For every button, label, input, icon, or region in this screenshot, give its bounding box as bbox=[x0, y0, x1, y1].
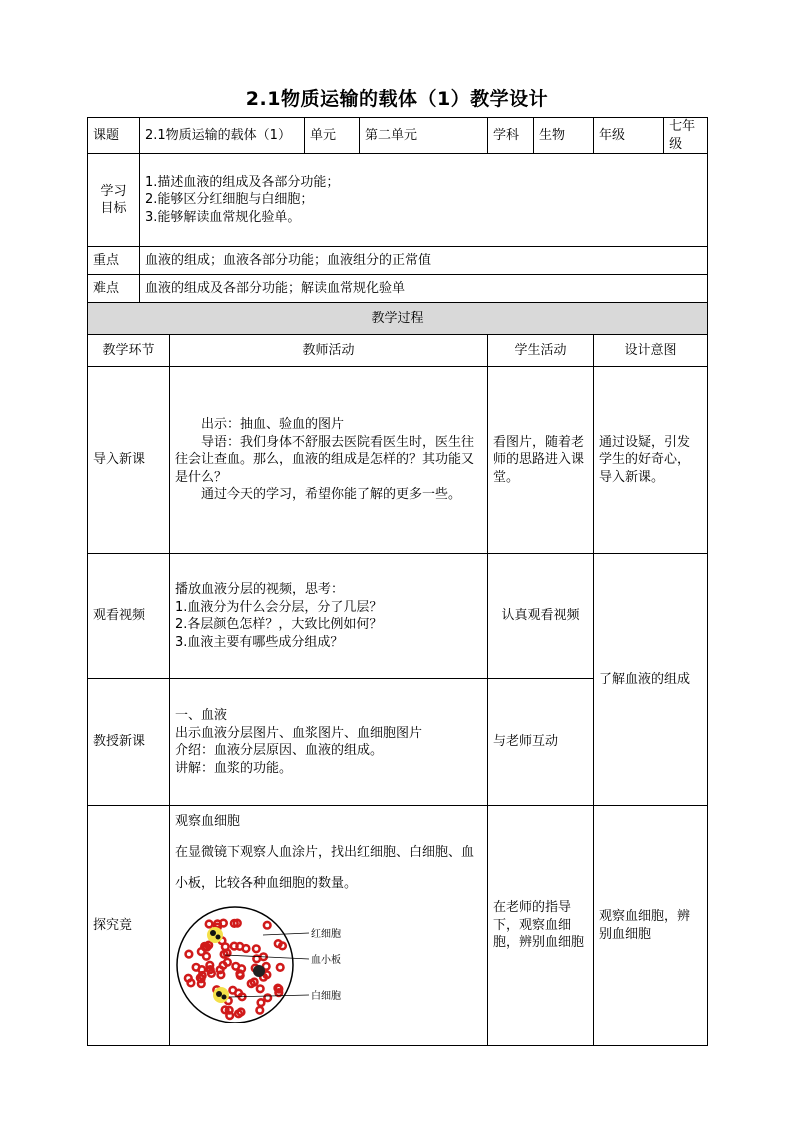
topic-label: 课题 bbox=[88, 118, 140, 154]
goals-label: 学习 目标 bbox=[88, 154, 140, 247]
lesson-table bbox=[87, 117, 708, 1046]
row-intro bbox=[88, 367, 708, 554]
grade-label: 年级 bbox=[594, 118, 664, 154]
goal-item: 3.能够解读血常规化验单。 bbox=[145, 209, 301, 225]
row-video bbox=[88, 554, 708, 679]
dark-cell bbox=[253, 965, 265, 977]
goals-list bbox=[140, 154, 708, 247]
col-teacher: 教师活动 bbox=[170, 335, 488, 367]
label-rbc: 红细胞 bbox=[311, 929, 341, 941]
key-points-row bbox=[88, 247, 708, 275]
unit-value: 第二单元 bbox=[360, 118, 488, 154]
student-teach: 与老师互动 bbox=[488, 679, 594, 806]
white-blood-cell-2 bbox=[213, 987, 229, 1003]
page-title: 2.1物质运输的载体（1）教学设计 bbox=[245, 88, 549, 110]
key-points-value: 血液的组成；血液各部分功能；血液组分的正常值 bbox=[140, 247, 708, 275]
teacher-video: 播放血液分层的视频，思考： 1.血液分为什么会分层，分了几层？ 2.各层颜色怎样？，大致比例如何？ 3.血液主要有哪些成分组成？ bbox=[170, 554, 488, 679]
teacher-teach: 一、血液 出示血液分层图片、血浆图片、血细胞图片 介绍：血液分层原因、血液的组成。 讲解：血浆的功能。 bbox=[170, 679, 488, 806]
intent-explore: 观察血细胞，辨别血细胞 bbox=[594, 806, 708, 1046]
topic-value: 2.1物质运输的载体（1） bbox=[140, 118, 305, 154]
unit-label: 单元 bbox=[305, 118, 360, 154]
stage-teach: 教授新课 bbox=[88, 679, 170, 806]
white-blood-cell-1 bbox=[207, 927, 223, 943]
blood-smear-figure bbox=[175, 903, 375, 1023]
label-platelet: 血小板 bbox=[311, 955, 341, 967]
difficulties-row bbox=[88, 275, 708, 303]
key-points-label: 重点 bbox=[88, 247, 140, 275]
subject-label: 学科 bbox=[488, 118, 534, 154]
info-row bbox=[88, 118, 708, 154]
col-student: 学生活动 bbox=[488, 335, 594, 367]
col-intent: 设计意图 bbox=[594, 335, 708, 367]
goal-item: 2.能够区分红细胞与白细胞； bbox=[145, 192, 314, 208]
stage-intro: 导入新课 bbox=[88, 367, 170, 554]
teacher-explore: 观察血细胞 在显微镜下观察人血涂片，找出红细胞、白细胞、血小板，比较各种血细胞的数量。 红细胞 血小板 白细胞 bbox=[170, 806, 488, 1046]
process-header: 教学过程 bbox=[88, 303, 708, 335]
stage-video: 观看视频 bbox=[88, 554, 170, 679]
col-stage: 教学环节 bbox=[88, 335, 170, 367]
subject-value: 生物 bbox=[534, 118, 594, 154]
teacher-intro: 出示：抽血、验血的图片 导语：我们身体不舒服去医院看医生时，医生往往会让查血。那么，血液的组成是怎样的？其功能又是什么？ 通过今天的学习，希望你能了解的更多一些。 bbox=[170, 367, 488, 554]
student-video: 认真观看视频 bbox=[488, 554, 594, 679]
grade-value: 七年级 bbox=[664, 118, 708, 154]
difficulties-label: 难点 bbox=[88, 275, 140, 303]
difficulties-value: 血液的组成及各部分功能；解读血常规化验单 bbox=[140, 275, 708, 303]
intent-shared: 了解血液的组成 bbox=[594, 554, 708, 806]
process-header-row bbox=[88, 303, 708, 335]
stage-explore: 探究竟 bbox=[88, 806, 170, 1046]
row-explore bbox=[88, 806, 708, 1046]
intent-intro: 通过设疑，引发学生的好奇心，导入新课。 bbox=[594, 367, 708, 554]
label-wbc: 白细胞 bbox=[311, 991, 341, 1003]
goal-item: 1.描述血液的组成及各部分功能； bbox=[145, 174, 340, 190]
student-explore: 在老师的指导下，观察血细胞，辨别血细胞 bbox=[488, 806, 594, 1046]
column-header-row bbox=[88, 335, 708, 367]
goals-row bbox=[88, 154, 708, 247]
student-intro: 看图片，随着老师的思路进入课堂。 bbox=[488, 367, 594, 554]
